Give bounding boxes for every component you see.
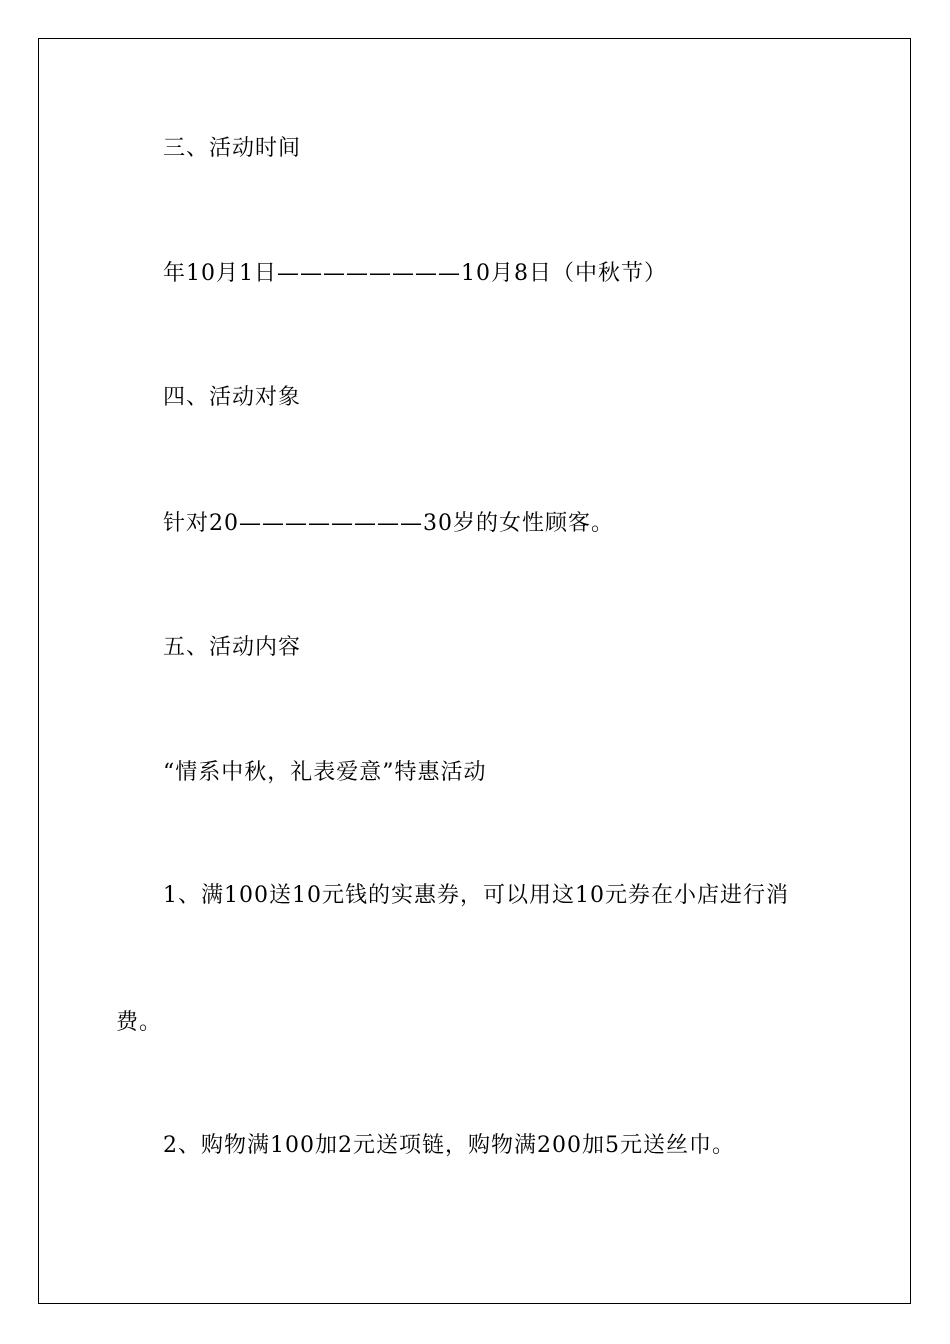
paragraph-activity-slogan: “情系中秋，礼表爱意”特惠活动 [163, 760, 487, 785]
paragraph-item-1-line-2: 费。 [116, 1010, 163, 1035]
section-heading-activity-time: 三、活动时间 [163, 136, 302, 161]
section-heading-activity-content: 五、活动内容 [163, 635, 302, 660]
paragraph-activity-target: 针对20————————30岁的女性顾客。 [163, 511, 614, 536]
paragraph-item-1-line-1: 1、满100送10元钱的实惠券，可以用这10元券在小店进行消 [163, 883, 789, 908]
paragraph-item-2: 2、购物满100加2元送项链，购物满200加5元送丝巾。 [163, 1133, 735, 1158]
page-border [38, 38, 911, 1304]
section-heading-activity-target: 四、活动对象 [163, 385, 302, 410]
paragraph-activity-dates: 年10月1日————————10月8日（中秋节） [163, 261, 667, 286]
